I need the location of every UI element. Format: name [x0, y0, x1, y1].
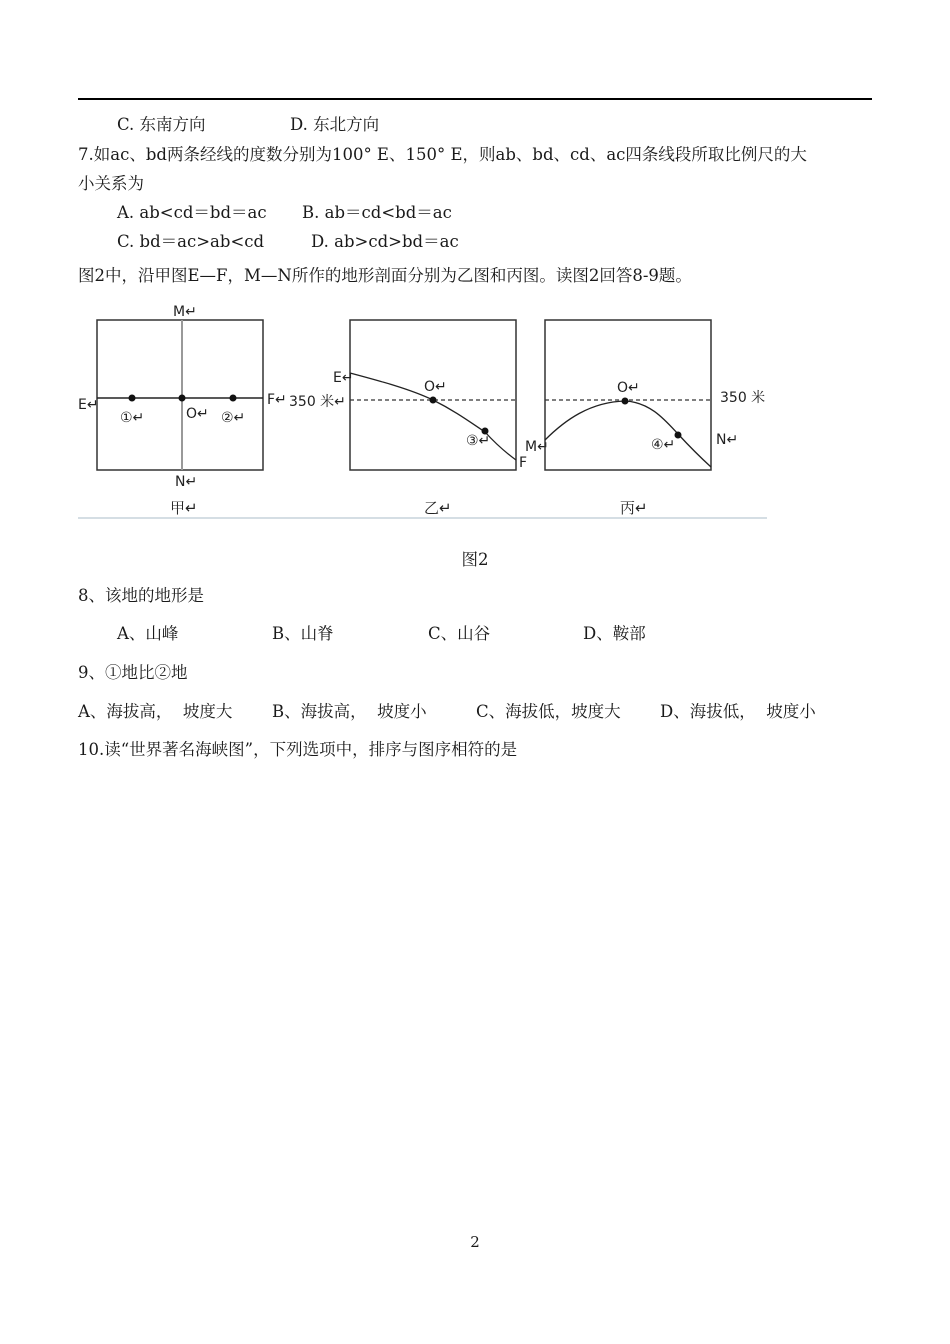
bing-point-4: [675, 432, 682, 439]
q8-option-b: B、山脊: [272, 624, 334, 643]
figure-2: [0, 298, 950, 530]
jia-label-o: O↵: [186, 406, 209, 422]
q9-option-b: B、海拔高， 坡度小: [272, 702, 427, 721]
q7-stem-line2: 小关系为: [78, 174, 144, 193]
jia-label-e: E↵: [78, 397, 99, 413]
q6-option-c: C. 东南方向: [117, 115, 206, 134]
yi-label-e: E↵: [333, 370, 354, 386]
q8-option-a: A、山峰: [117, 624, 179, 643]
yi-frame: [350, 320, 516, 470]
page-number: 2: [470, 1233, 480, 1251]
bing-label-p4: ④↵: [651, 437, 676, 453]
q10-stem: 10.读“世界著名海峡图”，下列选项中，排序与图序相符的是: [78, 740, 518, 759]
q8-option-c: C、山谷: [428, 624, 491, 643]
q9-stem: 9、①地比②地: [78, 663, 188, 682]
q7-option-a: A. ab<cd＝bd＝ac: [117, 203, 267, 222]
panel-yi: [289, 320, 549, 517]
yi-point-o: [430, 397, 437, 404]
bing-profile-curve: [545, 401, 711, 467]
bing-label-elev: 350 米: [720, 390, 766, 406]
bing-point-o: [622, 398, 629, 405]
q7-option-d: D. ab>cd>bd＝ac: [311, 232, 459, 251]
figure-caption: 图2: [461, 550, 489, 569]
yi-label-o: O↵: [424, 379, 447, 395]
panel-bing: [545, 320, 765, 517]
q7-option-c: C. bd＝ac>ab<cd: [117, 232, 265, 251]
q8-stem: 8、该地的地形是: [78, 586, 204, 605]
jia-label-p1: ①↵: [120, 410, 145, 426]
yi-label-m: M↵: [525, 439, 549, 455]
jia-point-2: [230, 395, 237, 402]
q9-option-a: A、海拔高， 坡度大: [78, 702, 233, 721]
jia-label-m: M↵: [173, 304, 197, 320]
q9-option-c: C、海拔低，坡度大: [476, 702, 621, 721]
panel-jia: [78, 304, 287, 517]
yi-label-p3: ③↵: [466, 433, 491, 449]
jia-point-o: [179, 395, 186, 402]
bing-label-n: N↵: [716, 432, 739, 448]
bing-title: 丙↵: [620, 499, 648, 517]
bing-label-o: O↵: [617, 380, 640, 396]
header-rule: [78, 98, 872, 100]
q7-stem-line1: 7.如ac、bd两条经线的度数分别为100° E、150° E，则ab、bd、cd、ac四条线段所取比例尺的大: [78, 145, 807, 164]
q9-option-d: D、海拔低， 坡度小: [660, 702, 816, 721]
jia-label-f: F↵: [267, 392, 287, 408]
jia-point-1: [129, 395, 136, 402]
jia-label-n: N↵: [175, 474, 198, 490]
jia-title: 甲↵: [170, 499, 198, 517]
yi-label-f: F: [519, 455, 528, 471]
yi-title: 乙↵: [424, 499, 452, 517]
q7-option-b: B. ab＝cd<bd＝ac: [302, 203, 452, 222]
fig2-intro: 图2中，沿甲图E—F，M—N所作的地形剖面分别为乙图和丙图。读图2回答8-9题。: [78, 266, 692, 285]
q6-option-d: D. 东北方向: [290, 115, 380, 134]
yi-label-elev: 350 米↵: [289, 394, 346, 410]
jia-label-p2: ②↵: [221, 410, 246, 426]
jia-frame: [97, 320, 263, 470]
q8-option-d: D、鞍部: [583, 624, 646, 643]
